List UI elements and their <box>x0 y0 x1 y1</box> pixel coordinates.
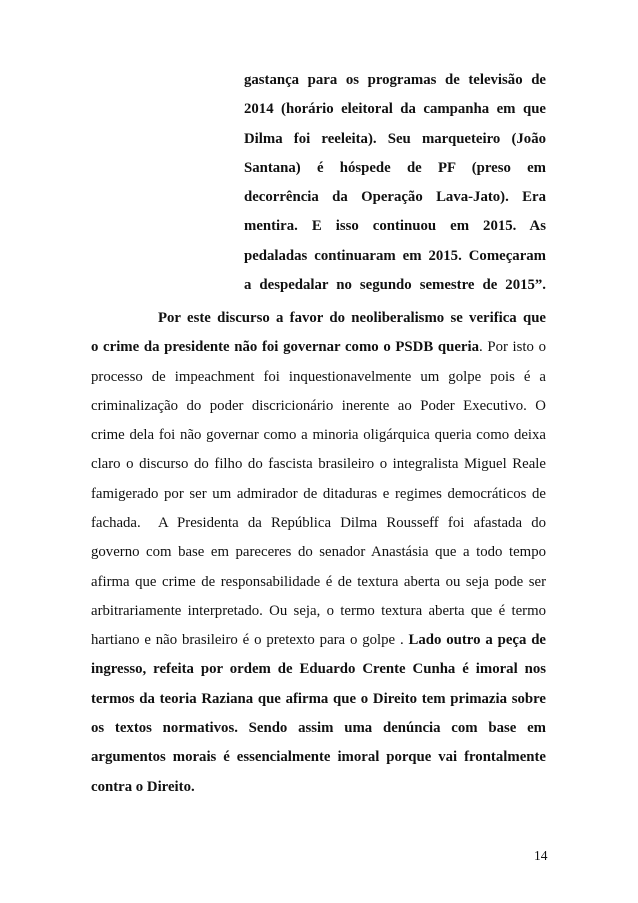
bold-phrase: o crime da presidente não foi governar como o PSDB queria <box>91 339 479 356</box>
paragraph-line: crime dela foi não governar como a minoria oligárquica queria como deixa <box>91 427 546 444</box>
paragraph-line: fachada. <box>91 515 141 532</box>
quote-line: gastança para os programas de televisão de <box>244 72 546 88</box>
block-quote <box>244 66 546 300</box>
page-number: 14 <box>534 848 548 863</box>
paragraph-line: ingresso, refeita por ordem de Eduardo Crente Cunha é imoral nos <box>91 661 546 678</box>
quote-line: pedaladas continuaram em 2015. Começaram <box>244 247 546 264</box>
paragraph-line: Por este discurso a favor do neoliberalismo se verifica que <box>158 310 546 326</box>
paragraph-line: contra o Direito. <box>91 778 195 795</box>
quote-line: 2014 (horário eleitoral da campanha em que <box>244 101 546 118</box>
paragraph-line: A Presidenta da República Dilma Rousseff foi afastada do <box>158 515 546 531</box>
quote-line: Dilma foi reeleita). Seu marqueteiro (João <box>244 130 546 147</box>
paragraph-2 <box>91 509 546 802</box>
paragraph-line: arbitrariamente interpretado. Ou seja, o termo textura aberta que é termo <box>91 602 546 619</box>
paragraph-line: claro o discurso do filho do fascista brasileiro o integralista Miguel Reale <box>91 456 546 473</box>
quote-line: Santana) é hóspede de PF (preso em <box>244 159 546 176</box>
paragraph-line: afirma que crime de responsabilidade é de textura aberta ou seja pode ser <box>91 573 546 590</box>
paragraph-1 <box>91 304 546 538</box>
bold-phrase: Lado outro a peça de <box>408 632 546 649</box>
paragraph-line: argumentos morais é essencialmente imoral porque vai frontalmente <box>91 749 546 766</box>
paragraph-line: criminalização do poder discricionário inerente ao Poder Executivo. O <box>91 397 546 414</box>
regular-phrase: hartiano e não brasileiro é o pretexto para o golpe . <box>91 632 409 649</box>
paragraph-line: governo com base em pareceres do senador Anastásia que a todo tempo <box>91 544 546 561</box>
regular-phrase: . Por isto o <box>478 339 546 356</box>
paragraph-line <box>91 333 546 362</box>
paragraph-line: os textos normativos. Sendo assim uma denúncia com base em <box>91 720 546 737</box>
quote-line: mentira. E isso continuou em 2015. As <box>244 218 546 235</box>
paragraph-line <box>91 626 546 655</box>
quote-line: decorrência da Operação Lava-Jato). Era <box>244 189 546 206</box>
paragraph-line: processo de impeachment foi inquestionavelmente um golpe pois é a <box>91 368 546 385</box>
paragraph-line: famigerado por ser um admirador de ditaduras e regimes democráticos de <box>91 485 546 502</box>
quote-line: a despedalar no segundo semestre de 2015”. <box>244 277 546 294</box>
paragraph-line: termos da teoria Raziana que afirma que o Direito tem primazia sobre <box>91 690 546 707</box>
